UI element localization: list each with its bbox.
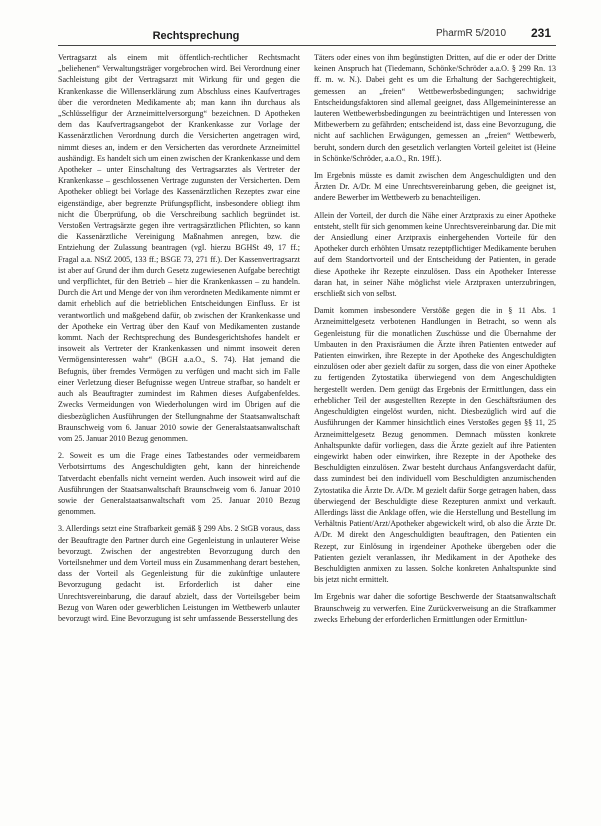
journal-citation: PharmR 5/2010	[436, 28, 507, 39]
paragraph: Im Ergebnis müsste es damit zwischen dem Angeschuldigten und den Ärzten Dr. A/Dr. M eine Unrechtsvereinbarung geben, die geeignet ist, andere Bewerber im Wettbewerb zu benachteiligen.	[314, 171, 556, 203]
header-rule	[58, 45, 556, 46]
paragraph: Im Ergebnis war daher die sofortige Beschwerde der Staatsanwaltschaft Braunschweig zu verwerfen. Eine Zurückverweisung an die Strafkammer zwecks Erhebung der erforderlichen Ermittlungen oder Ermittlun-	[314, 592, 556, 624]
paragraph: 2. Soweit es um die Frage eines Tatbestandes oder vermeidbarem Verbotsirrtums des Angeschuldigten geht, kann der hinreichende Tatverdacht ebenfalls nicht verneint werden. Auch insoweit wird auf die Ausführungen der Staatsanwaltschaft Braunschweig vom 6. Januar 2010 sowie der Generalstaatsanwaltschaft vom 25. Januar 2010 Bezug genommen.	[58, 451, 300, 517]
left-column	[58, 52, 300, 812]
paragraph: Allein der Vorteil, der durch die Nähe einer Arztpraxis zu einer Apotheke entsteht, stellt für sich genommen keine Unrechtsvereinbarung dar. Die mit der Ansiedlung einer Arztpraxis einhergehenden Vorteile für den Apotheker durch erhöhten Umsatz rezeptpflichtiger Medikamente beruhen auf dem Standortvorteil und der Entscheidung der Patienten, in gerade diese Apotheke ihr Rezepte einzulösen. Dass ein Apotheker Interesse daran hat, in seiner Nähe möglichst viele Arztpraxen unterzubringen, erschließt sich von selbst.	[314, 210, 556, 299]
section-title: Rechtsprechung	[152, 30, 240, 42]
paragraph: Täters oder eines von ihm begünstigten Dritten, auf die er oder der Dritte keinen Anspruch hat (Tiedemann, Schönke/Schröder a.a.O. § 299 Rn. 13 ff. m. w. N.). Dabei geht es um die Erhaltung der Sachgerechtigkeit, gemessen an „freien“ Wettbewerbsbedingungen; sachwidrige Entscheidungsfaktoren sind allemal geeignet, dass Allgemeininteresse an lauteren Wettbewerbsbedingungen zu beeinträchtigen und Interessen von Mitbewerbern zu gefährden; entscheidend ist, dass eine Bevorzugung, die nicht auf sachlichen Erwägungen, gemessen an „freien“ Wettbewerb, beruht, sondern durch den gesetzlich verlangten Vorteil geleitet ist (Heine in Schönke/Schröder, a.a.O., Rn. 19ff.).	[314, 53, 556, 163]
page-header	[0, 0, 601, 44]
paragraph: 3. Allerdings setzt eine Strafbarkeit gemäß § 299 Abs. 2 StGB voraus, dass der Beauftragte den Partner durch eine Gegenleistung in unlauterer Weise bevorzugt. Zwischen der angestrebten Bevorzugung durch den Vorteilsnehmer und dem Vorteil muss ein Zusammenhang derart bestehen, dass der Vorteil als Gegenleistung für die zukünftige unlautere Bevorzugung gedacht ist. Erforderlich ist daher eine Unrechtsvereinbarung, die darauf abzielt, dass der Vorteilsgeber beim Bezug von Waren oder gewerblichen Leistungen im Wettbewerb unlauter bevorzugt wird. Eine Bevorzugung ist sehr umfassende Besserstellung des	[58, 524, 300, 623]
paragraph: Vertragsarzt als einem mit öffentlich-rechtlicher Rechtsmacht „beliehenen“ Verwaltungsträger vorgebrochen wird. Bei Verordnung einer Sachleistung gibt der Vertragsarzt mit Wirkung für und gegen die Krankenkasse die Willenserklärung zum Abschluss eines Kaufvertrages über die verordneten Medikamente ab; man kann ihn durchaus als „Schlüsselfigur der Arzneimittelversorgung“ bezeichnen. D Apotheken dem das Kaufvertragsangebot der Krankenkasse zur Vorlage der Kassenärztlichen Verordnung durch die Versicherten angetragen wird, nimmt dieses an, indem er den Versicherten das verordnete Arzneimittel aushändigt. Es handelt sich um einen zwischen der Krankenkasse und dem Apotheker – unter Einschaltung des Vertragsarztes als Vertreter der Krankenkasse – geschlossenen Vertrage zugunsten der Versicherten. Dem Apotheker obliegt bei Vorlage des Kassenärztlichen Rezeptes zwar eine eigenständige, aber begrenzte Prüfungspflicht, insbesondere obliegt ihm nicht die Überprüfung, ob die Verschreibung sachlich begründet ist. Verstoßen Vertragsärzte gegen ihre vertragsärztlichen Pflichten, so kann die Kassenärztliche Vereinigung Maßnahmen anregen, bzw. die Entziehung der Zulassung beantragen (vgl. hierzu BGHSt 49, 17 ff.; Fragal a.a. NStZ 2005, 133 ff.; BSGE 73, 271 ff.). Der Kassenvertragsarzt ist aber auf Grund der ihm durch Gesetz zugewiesenen Aufgabe berechtigt und verpflichtet, für den Betrieb – hier die Krankenkassen – zu handeln. Durch die Art und Menge der von ihm verordneten Medikamente nimmt er damit erheblich auf die betrieblichen Entscheidungen Einfluss. Er ist verantwortlich und maßgebend dafür, ob zwischen der Krankenkasse und der Apotheke ein Vertrag über den Kauf von Medikamenten zustande kommt. Nach der Rechtsprechung des Bundesgerichtshofes handelt er insoweit als Vertreter der Krankenkassen und nimmt insoweit deren Vermögensinteressen wahr“ (BGH a.a.O., S. 74). Hat jemand die Befugnis, über fremdes Vermögen zu verfügen und macht sich im Falle einer Verletzung dieser Befugnisse wegen Untreue strafbar, so handelt er auch als Beauftragter zumindest im Rahmen dieses Aufgabenfeldes. Zwecks Vermeidungen von Wiederholungen wird im Übrigen auf die diesbezüglichen Ausführungen der Stellungnahme der Staatsanwaltschaft Braunschweig vom 6. Januar 2010 sowie der Generalstaatsanwaltschaft vom 25. Januar 2010 Bezug genommen.	[58, 53, 300, 443]
page-number: 231	[531, 26, 552, 40]
right-column	[314, 52, 556, 812]
paragraph: Damit kommen insbesondere Verstöße gegen die in § 11 Abs. 1 Arzneimittelgesetz verbotenen Handlungen in Betracht, so wenn als Gegenleistung für die monatlichen Zuschüsse und die Übernahme der Umbauten in den Praxisräumen die Ärzte ihren Patienten entweder auf Patienten einwirken, ihre Rezepte in der Apotheke des Angeschuldigten einzulösen oder aber gezielt dafür zu sorgen, dass die von einer Apotheke zu fertigenden Zytostatika überwiegend von dem Angeschuldigten hergestellt werden. Dem genügt das Ergebnis der Ermittlungen, dass ein erheblicher Teil der ausgestellten Rezepte in den Geschäftsräumen des Angeschuldigten eingelöst wurden, nicht. Diesbezüglich wird auf die Ausführungen der Kammer hinsichtlich eines Verstoßes gegen §§ 11, 25 Arzneimittelgesetz Bezug genommen. Demnach müssten konkrete Anhaltspunkte dafür vorliegen, dass die Ärzte gezielt auf ihre Patienten eingewirkt haben oder einwirken, ihre Rezepte in der Apotheke des Beschuldigten einzulösen. Zwar besteht durchaus Anfangsverdacht dafür, dass zumindest bei den individuell vom Beschuldigten anzumischenden Zytostatika die Ärzte Dr. A/Dr. M gezielt dafür Sorge getragen haben, dass überwiegend der Beschuldigte diese Rezepturen anmixt und verkauft. Allerdings lässt die Anklage offen, wie die Herstellung und Bestellung im Verhältnis Patient/Arzt/Apotheker abgewickelt wird, ob also die Ärzte Dr. A/Dr. M direkt den Angeschuldigten beauftragen, den Patienten ein Rezept, zur Einlösung in irgendeiner Apotheke übergeben oder die Patienten gezielt veranlassen, ihr Medikament in der Apotheke des Beschuldigten anmixen zu lassen. Solche konkreten Anhaltspunkte sind bis jetzt nicht ermittelt.	[314, 306, 556, 585]
